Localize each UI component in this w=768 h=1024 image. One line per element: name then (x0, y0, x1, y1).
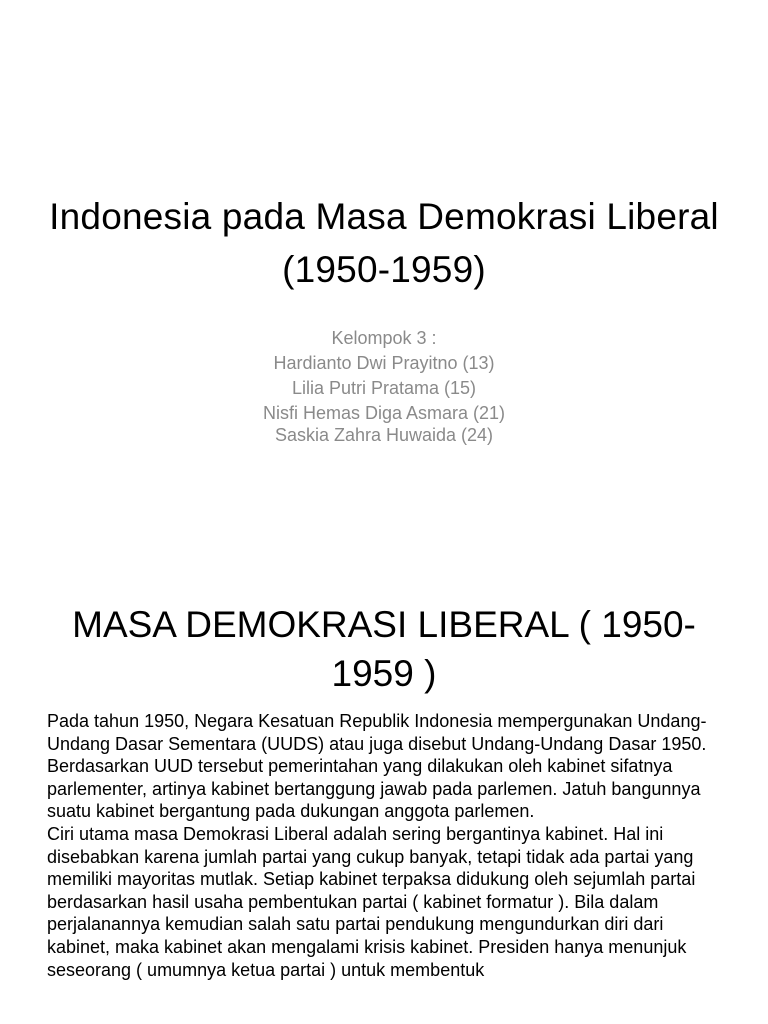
group-members (100, 327, 668, 446)
paragraph: Pada tahun 1950, Negara Kesatuan Republik Indonesia mempergunakan Undang-Undang Dasar Sementara (UUDS) atau juga disebut Undang-Undang Dasar 1950. Berdasarkan UUD tersebut pemerintahan yang dilakukan oleh kabinet sifatnya parlementer, artinya kabinet bertanggung jawab pada parlemen. Jatuh bangunnya suatu kabinet bergantung pada dukungan anggota parlemen. (47, 711, 707, 822)
member-name: Saskia Zahra Huwaida (24) (274, 425, 494, 445)
member-name: Nisfi Hemas Diga Asmara (21) (262, 403, 506, 423)
member-name: Hardianto Dwi Prayitno (13) (273, 353, 495, 373)
presentation-title: Indonesia pada Masa Demokrasi Liberal (1950-1959) (49, 196, 719, 290)
member-name: Lilia Putri Pratama (15) (291, 378, 477, 398)
body-text (47, 710, 717, 981)
section-title: MASA DEMOKRASI LIBERAL ( 1950-1959 ) (72, 604, 696, 694)
content-slide (0, 576, 768, 1024)
paragraph: Ciri utama masa Demokrasi Liberal adalah sering bergantinya kabinet. Hal ini disebabkan karena jumlah partai yang cukup banyak, tetapi tidak ada partai yang memiliki mayoritas mutlak. Setiap kabinet terpaksa didukung oleh sejumlah partai berdasarkan hasil usaha pembentukan partai ( kabinet formatur ). Bila dalam perjalanannya kemudian salah satu partai pendukung mengundurkan diri dari kabinet, maka kabinet akan mengalami krisis kabinet. Presiden hanya menunjuk seseorang ( umumnya ketua partai ) untuk membentuk (47, 823, 696, 980)
group-label: Kelompok 3 : (331, 328, 437, 348)
